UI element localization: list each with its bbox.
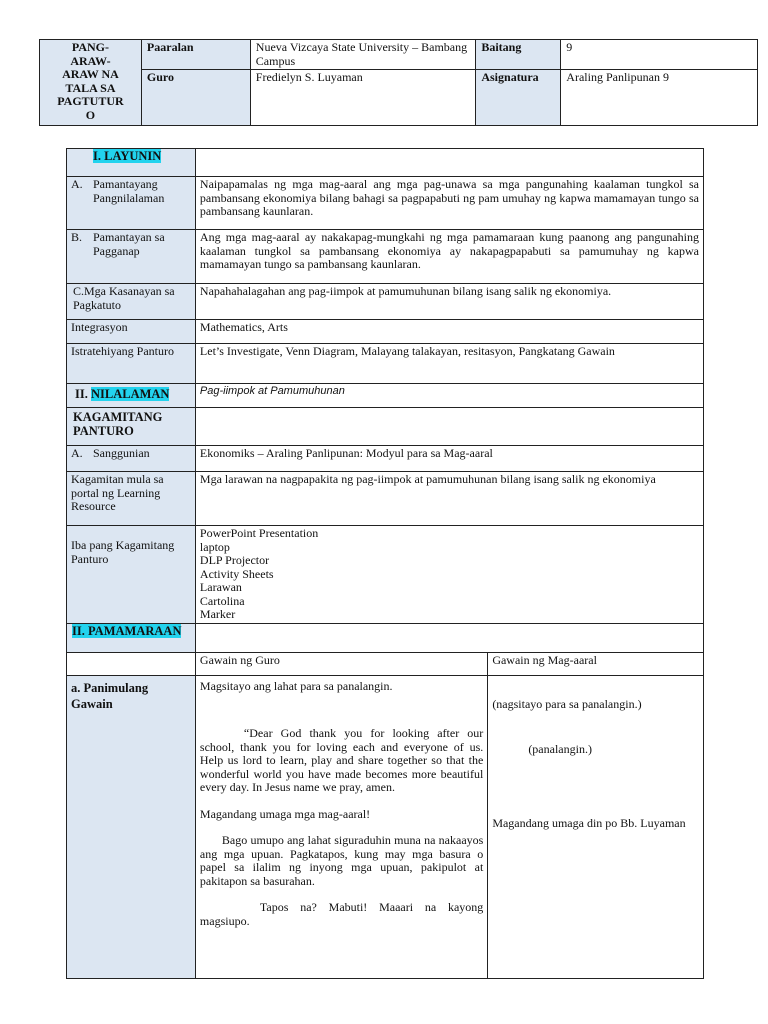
list-item: DLP Projector (199, 553, 270, 567)
header-table (39, 39, 758, 126)
title-line: TALA SA (65, 80, 116, 95)
asignatura-label: Asignatura (476, 70, 561, 126)
item-label: Sanggunian (93, 446, 150, 460)
list-item: PowerPoint Presentation (199, 526, 319, 540)
paaralan-value: Nueva Vizcaya State University – Bambang Campus (250, 40, 476, 70)
portal-text: Mga larawan na nagpapakita ng pag-iimpok at pamumuhunan bilang isang salik ng ekonomiya (195, 472, 703, 526)
pamantayang-pangnilalaman-label (67, 177, 196, 230)
gawain-guro-content (195, 675, 487, 979)
layunin-heading-text: I. LAYUNIN (93, 149, 162, 163)
pamantayan-pagganap-label (67, 230, 196, 284)
panimulang-gawain-row (67, 675, 704, 979)
prayer-text: “Dear God thank you for looking after our school, thank you for loving each and everyone of us. Help us lord to learn, play and share together so that the wonderful world you have made becomes more beautiful every day. In Jesus name we pray, amen. (199, 726, 484, 794)
pamamaraan-row (67, 623, 704, 652)
title-line: O (85, 107, 96, 122)
list-item: Cartolina (199, 593, 245, 608)
integrasyon-row (67, 320, 704, 344)
sanggunian-label (67, 446, 196, 472)
pamantayan-pagganap-text: Ang mga mag-aaral ay nakakapag-mungkahi ng mga pamamaraan kung paanong ang pangunahing kaalaman tungkol sa pambansang ekonomiya ay nakapagpapabuti sa pamumuhay ng kapwa mamamayan tungo sa pambansang kaunlaran. (195, 230, 703, 284)
baitang-value: 9 (561, 40, 758, 70)
guro-greeting: Magandang umaga mga mag-aaral! (199, 806, 371, 821)
layunin-row (67, 149, 704, 177)
kasanayan-text: Napahahalagahan ang pag-iimpok at pamumuhunan bilang isang salik ng ekonomiya. (195, 284, 703, 320)
paaralan-label: Paaralan (141, 40, 250, 70)
layunin-empty (195, 149, 703, 177)
title-line: PANG- (71, 40, 110, 54)
gawain-header-empty (67, 652, 196, 675)
gawain-magaaral-header: Gawain ng Mag-aaral (488, 652, 704, 675)
iba-pang-kagamitan-row (67, 526, 704, 624)
nilalaman-heading (67, 384, 196, 408)
integrasyon-label: Integrasyon (67, 320, 196, 344)
istratehiya-text: Let’s Investigate, Venn Diagram, Malayang talakayan, resitasyon, Pangkatang Gawain (195, 344, 703, 384)
guro-instruction: Bago umupo ang lahat siguraduhin muna na nakaayos ang mga upuan. Pagkatapos, kung may mga basura o papel sa ilalim ng inyong mga upuan, pakipulot at pakitapon sa basurahan. (199, 833, 484, 888)
item-letter: A. (71, 177, 83, 191)
guro-instruction: Magsitayo ang lahat para sa panalangin. (199, 678, 393, 693)
list-item: laptop (199, 539, 230, 554)
list-item: Larawan (199, 580, 242, 594)
pamamaraan-empty (195, 623, 703, 652)
lesson-plan-title (40, 40, 142, 126)
list-item: Activity Sheets (199, 566, 274, 581)
magaaral-response: (panalangin.) (528, 742, 592, 756)
kagamitan-empty (195, 408, 703, 446)
nilalaman-text: Pag-iimpok at Pamumuhunan (195, 384, 703, 408)
title-line: ARAW- (70, 53, 111, 68)
iba-pang-kagamitan-list (195, 526, 703, 624)
title-line: ARAW NA (62, 67, 119, 81)
item-label: Pamantayan sa Pagganap (93, 230, 165, 258)
asignatura-value: Araling Panlipunan 9 (561, 70, 758, 126)
pamantayan-pagganap-row (67, 230, 704, 284)
gawain-guro-header: Gawain ng Guro (195, 652, 487, 675)
portal-label: Kagamitan mula sa portal ng Learning Resource (67, 472, 196, 526)
istratehiya-row (67, 344, 704, 384)
nilalaman-prefix: II. (75, 387, 88, 401)
lesson-plan-table (66, 148, 704, 979)
integrasyon-text: Mathematics, Arts (195, 320, 703, 344)
nilalaman-heading-text: NILALAMAN (90, 387, 170, 401)
layunin-heading (67, 149, 196, 177)
kagamitan-heading: KAGAMITANG PANTURO (67, 408, 196, 446)
nilalaman-row (67, 384, 704, 408)
pamantayang-pangnilalaman-row (67, 177, 704, 230)
guro-instruction: Tapos na? Mabuti! Maaari na kayong magsiupo. (199, 900, 484, 928)
sanggunian-text: Ekonomiks – Araling Panlipunan: Modyul para sa Mag-aaral (195, 446, 703, 472)
pamantayang-pangnilalaman-text: Naipapamalas ng mga mag-aaral ang mga pag-unawa sa mga pangunahing kaalaman tungkol sa pambansang ekonomiya bilang bahagi sa pagpapabuti ng pam umuhay ng kapwa mamamayan tungo sa pambansang kaunlaran. (195, 177, 703, 230)
sanggunian-row (67, 446, 704, 472)
item-label: Pamantayang Pangnilalaman (93, 177, 165, 205)
iba-pang-kagamitan-label: Iba pang Kagamitang Panturo (67, 526, 196, 624)
istratehiya-label: Istratehiyang Panturo (67, 344, 196, 384)
baitang-label: Baitang (476, 40, 561, 70)
magaaral-response: (nagsitayo para sa panalangin.) (492, 696, 642, 711)
item-letter: A. (71, 446, 83, 460)
kasanayan-label: C.Mga Kasanayan sa Pagkatuto (67, 284, 196, 320)
gawain-magaaral-content (488, 675, 704, 979)
title-line: PAGTUTUR (57, 94, 124, 108)
list-item: Marker (199, 607, 236, 621)
kasanayan-row (67, 284, 704, 320)
guro-value: Fredielyn S. Luyaman (250, 70, 476, 126)
kagamitan-row (67, 408, 704, 446)
guro-label: Guro (141, 70, 250, 126)
panimulang-gawain-label: a. Panimulang Gawain (67, 675, 196, 979)
item-letter: B. (71, 230, 83, 244)
portal-row (67, 472, 704, 526)
pamamaraan-heading-text: II. PAMAMARAAN (72, 623, 182, 638)
gawain-header-row (67, 652, 704, 675)
magaaral-response: Magandang umaga din po Bb. Luyaman (492, 815, 686, 830)
pamamaraan-heading (67, 623, 196, 652)
